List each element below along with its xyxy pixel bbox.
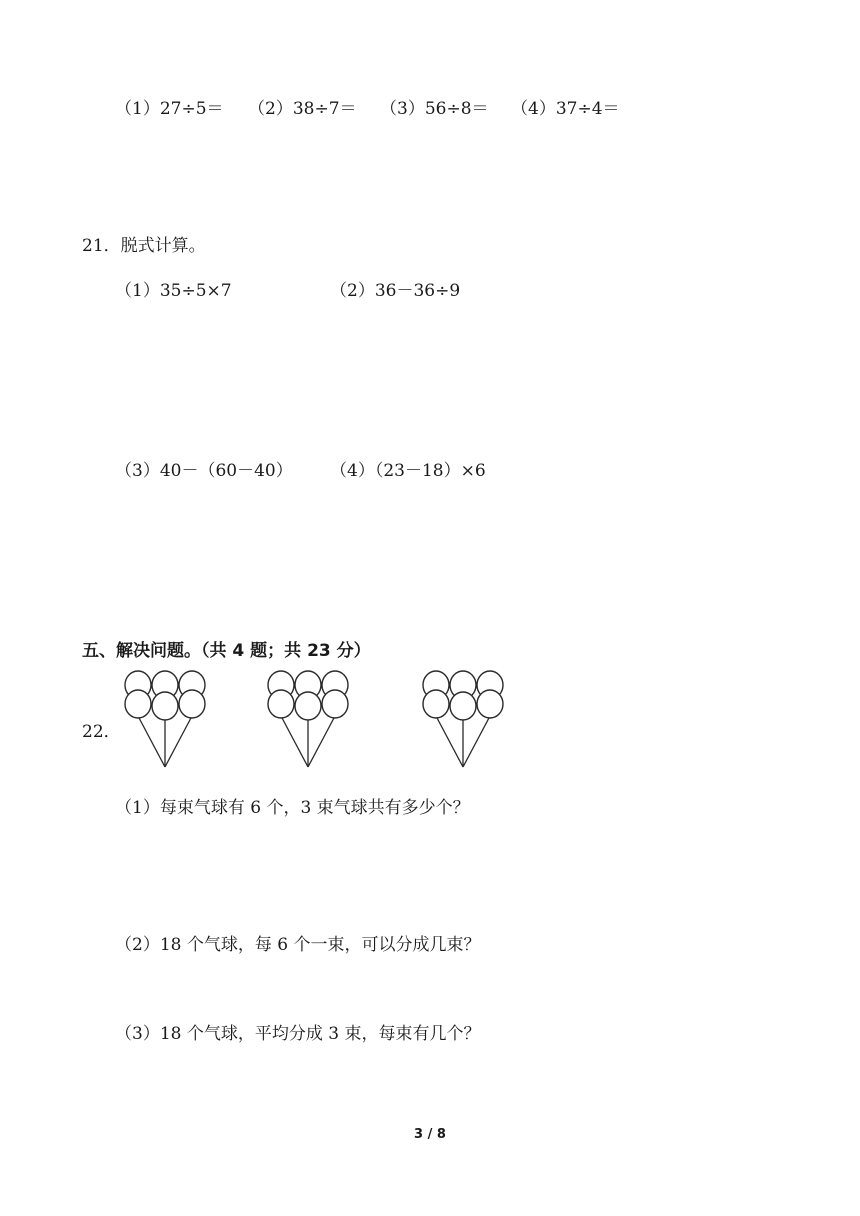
q20-item-4: （4）37÷4＝	[511, 99, 620, 119]
q20-item-1: （1）27÷5＝	[115, 99, 224, 119]
q20-item-3: （3）56÷8＝	[380, 99, 489, 119]
page-number: 3 / 8	[414, 1127, 446, 1142]
q21-title: 21．脱式计算。	[82, 236, 206, 256]
q22-question-1: （1）每束气球有 6 个，3 束气球共有多少个？	[115, 798, 470, 818]
q21-item-3: （3）40－（60－40）	[115, 461, 293, 481]
section-heading: 五、解决问题。（共 4 题；共 23 分）	[82, 641, 371, 661]
q21-item-1: （1）35÷5×7	[115, 281, 232, 301]
q22-question-2: （2）18 个气球，每 6 个一束，可以分成几束？	[115, 935, 481, 955]
q22-number: 22．	[82, 722, 121, 742]
q20-item-2: （2）38÷7＝	[248, 99, 357, 119]
balloon-bunch-1	[120, 668, 210, 770]
balloon-bunch-2	[263, 668, 353, 770]
q21-item-4: （4）（23－18）×6	[330, 461, 486, 481]
balloon-bunch-3	[418, 668, 508, 770]
q21-item-2: （2）36－36÷9	[330, 281, 461, 301]
q22-question-3: （3）18 个气球，平均分成 3 束，每束有几个？	[115, 1024, 481, 1044]
